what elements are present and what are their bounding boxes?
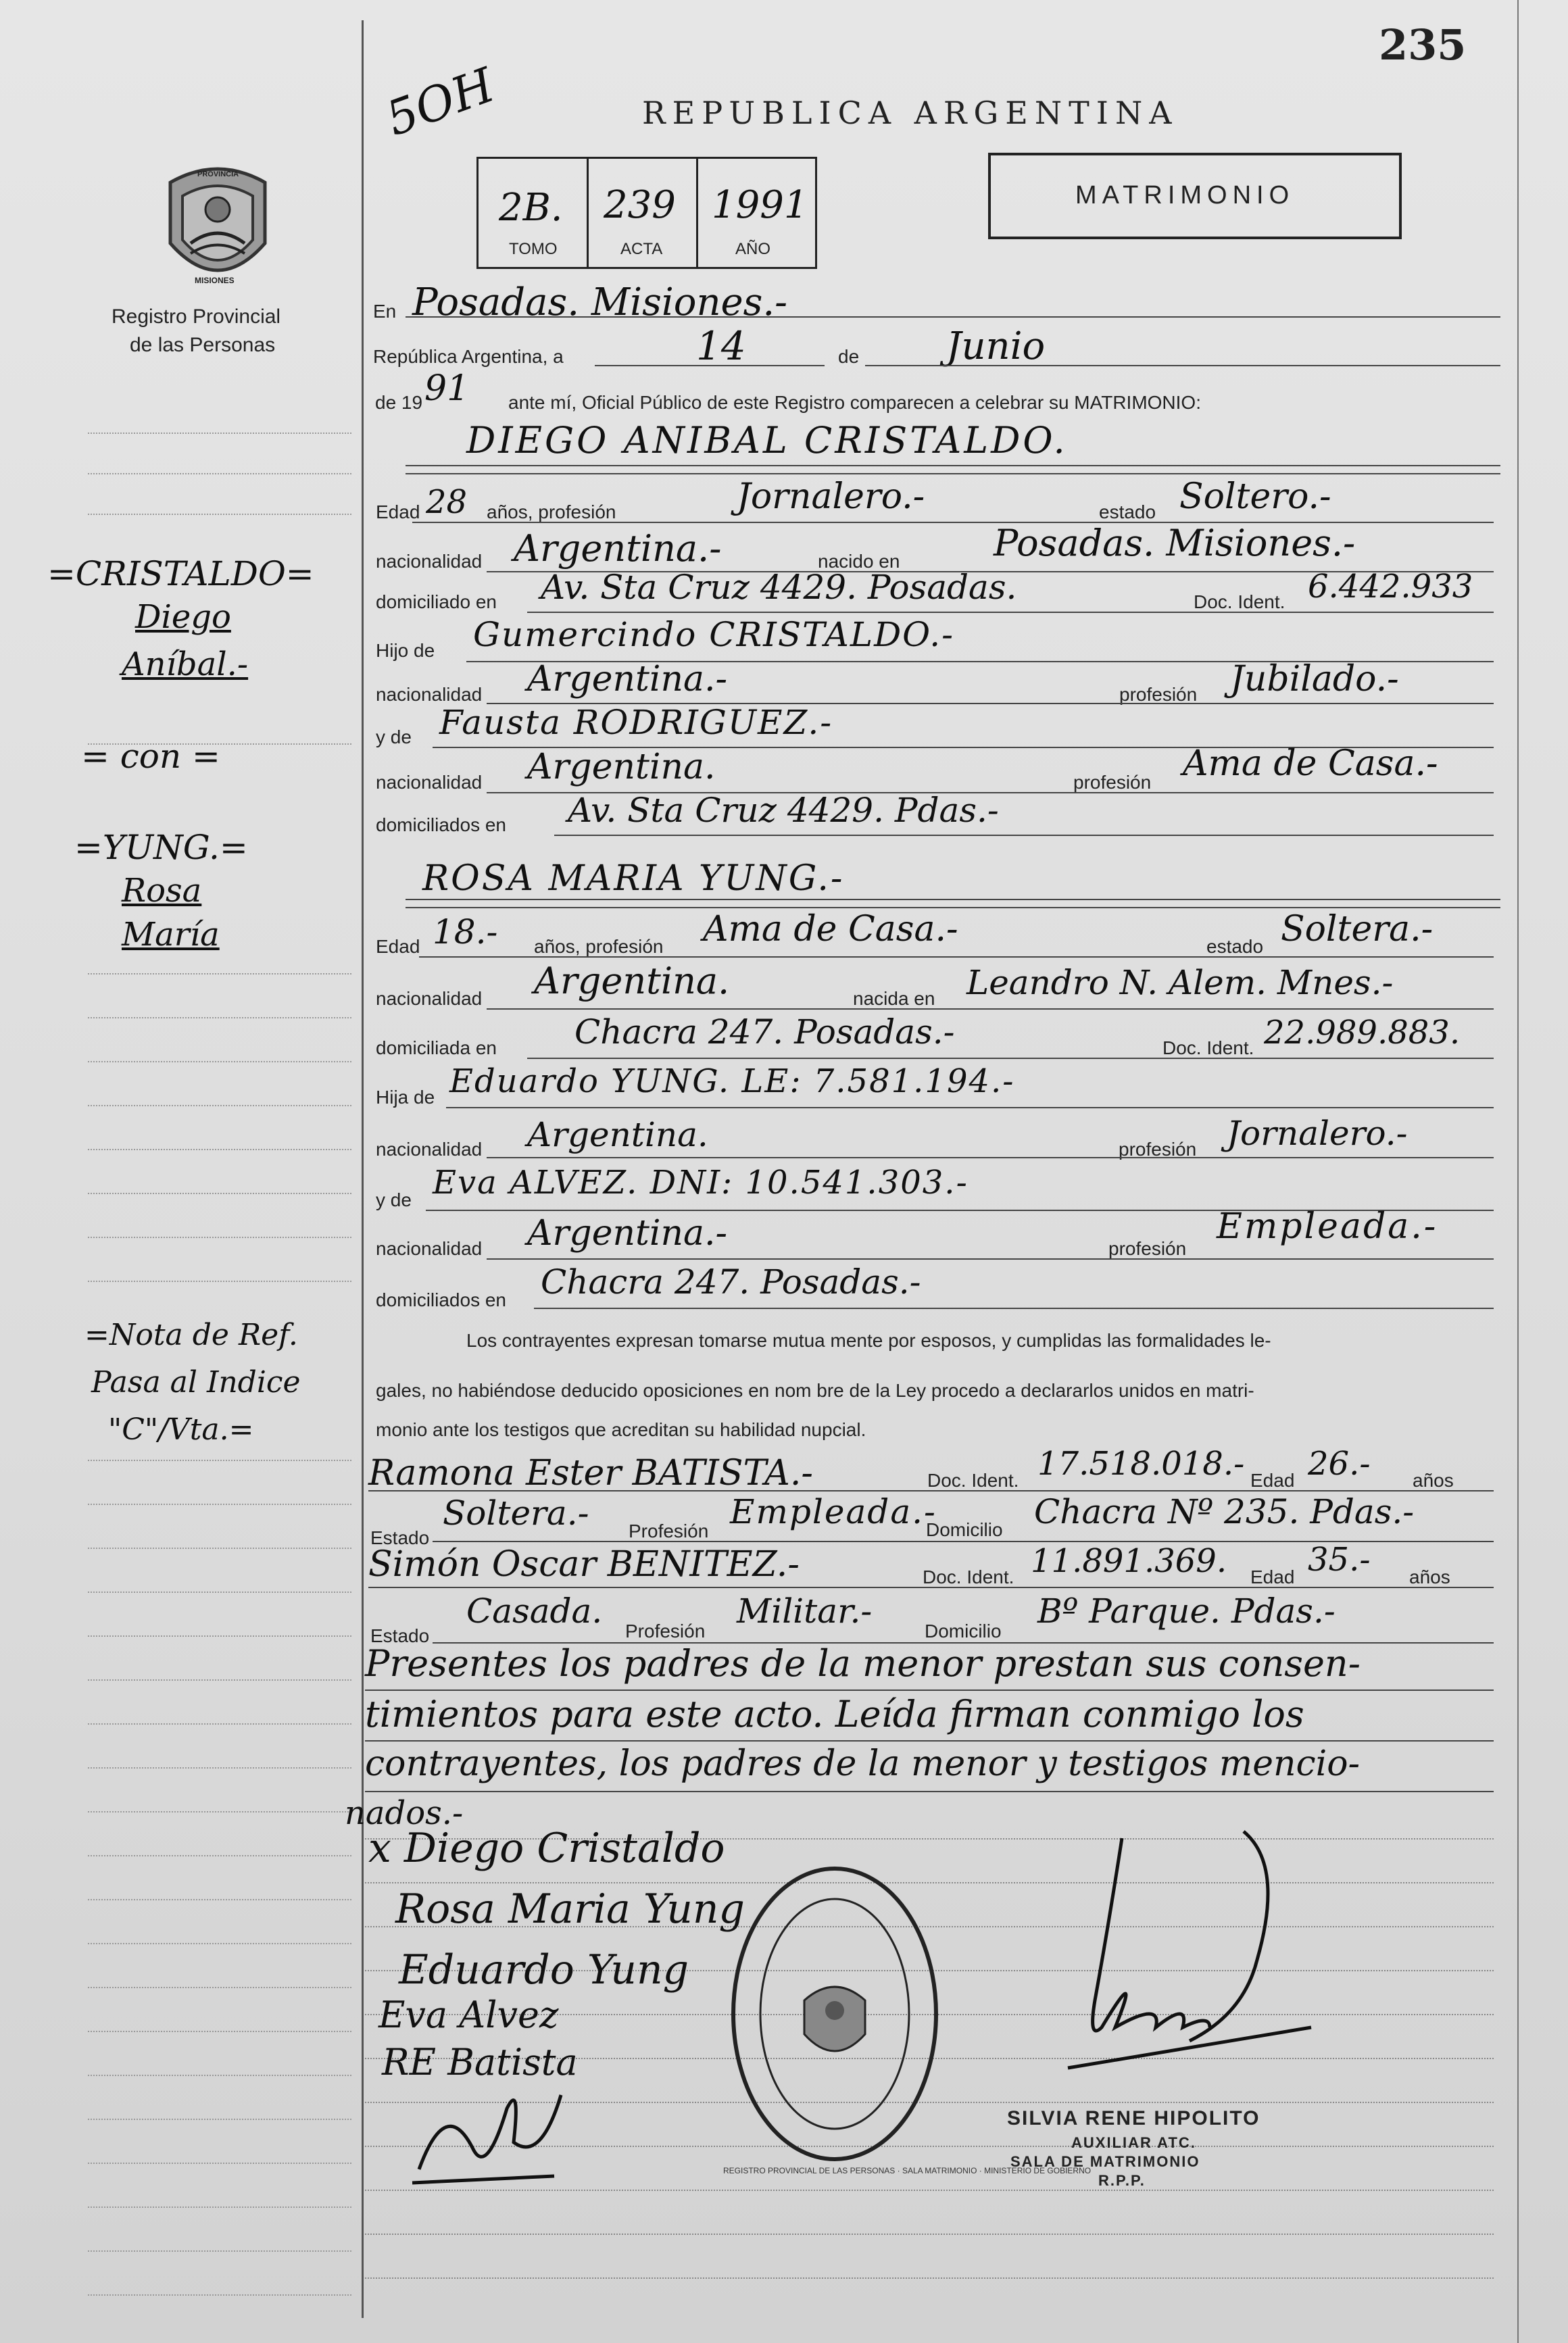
left-margin-line [362, 20, 364, 2318]
rule [527, 1058, 1494, 1059]
margin-dotline [88, 1017, 351, 1018]
label-bride-domiciliados: domiciliados en [376, 1289, 506, 1310]
witness2-profession: Militar.- [737, 1592, 873, 1631]
label-nacionalidad: nacionalidad [376, 551, 483, 572]
margin-dotline [88, 1855, 351, 1856]
label-estado: estado [1099, 501, 1156, 522]
bride-name: ROSA MARIA YUNG.- [422, 858, 845, 899]
label-domiciliada: domiciliada en [376, 1037, 497, 1058]
label-bride-estado: estado [1206, 936, 1264, 957]
margin-ref-note-1: =Nota de Ref. [84, 1318, 298, 1352]
bride-age: 18.- [433, 912, 498, 952]
margin-ref-note-2: Pasa al Indice [91, 1365, 301, 1400]
statement-line-1: Los contrayentes expresan tomarse mutua mente por esposos, y cumplidas las formalidades le- [466, 1330, 1271, 1351]
witness2-status: Casada. [466, 1592, 603, 1631]
label-edad: Edad [376, 501, 420, 522]
margin-middlename-bride: María [122, 916, 220, 954]
closing-line-3: contrayentes, los padres de la menor y testigos mencio- [365, 1744, 1361, 1784]
bride-profession: Ama de Casa.- [703, 909, 958, 949]
signature-bride-mother: Eva Alvez [378, 1994, 559, 2036]
bride-status: Soltera.- [1281, 909, 1434, 949]
rule [446, 1107, 1494, 1108]
label-bride-nacionalidad: nacionalidad [376, 988, 483, 1009]
margin-ref-note-3: "C"/Vta.= [108, 1412, 254, 1447]
seal-bottom-text: MISIONES [195, 276, 235, 285]
groom-mother-nationality: Argentina. [527, 747, 716, 787]
margin-dotline [88, 1592, 351, 1593]
label-w1-estado: Estado [370, 1527, 430, 1548]
groom-father-profession: Jubilado.- [1230, 659, 1399, 699]
groom-father: Gumercindo CRISTALDO.- [473, 615, 955, 654]
margin-dotline [88, 1504, 351, 1505]
witness1-address: Chacra Nº 235. Pdas.- [1034, 1492, 1415, 1531]
anio-value: 1991 [712, 183, 808, 227]
margin-dotline [88, 433, 351, 434]
label-bride-doc-ident: Doc. Ident. [1162, 1037, 1254, 1058]
label-w2-profesion: Profesión [625, 1621, 706, 1642]
bride-parents-address: Chacra 247. Posadas.- [541, 1262, 921, 1302]
margin-dotline [88, 1679, 351, 1681]
margin-con: = con = [81, 737, 220, 776]
margin-dotline [88, 2163, 351, 2164]
groom-name: DIEGO ANIBAL CRISTALDO. [466, 419, 1068, 462]
signature-bride-father: Eduardo Yung [399, 1946, 689, 1994]
label-domiciliado: domiciliado en [376, 591, 497, 612]
margin-dotline [88, 1105, 351, 1106]
label-anos-profesion: años, profesión [487, 501, 616, 522]
rule [487, 1008, 1494, 1010]
rule [406, 316, 1500, 318]
margin-dotline [88, 473, 351, 474]
label-w2-anos: años [1409, 1567, 1450, 1587]
margin-dotline [88, 1987, 351, 1988]
margin-dotline [88, 973, 351, 975]
bride-mother-nationality: Argentina.- [527, 1213, 728, 1254]
groom-doc: 6.442.933 [1308, 568, 1473, 606]
bride-mother-profession: Empleada.- [1217, 1206, 1438, 1247]
officer-name: SILVIA RENE HIPOLITO [1007, 2107, 1260, 2129]
label-bride-mother-nacionalidad: nacionalidad [376, 1238, 483, 1259]
label-bride-father-profesion: profesión [1119, 1139, 1197, 1160]
bride-address: Chacra 247. Posadas.- [574, 1012, 955, 1052]
place: Posadas. Misiones.- [412, 280, 788, 324]
closing-line-2: timientos para este acto. Leída firman conmigo los [365, 1693, 1304, 1735]
officer-office: SALA DE MATRIMONIO [1010, 2153, 1200, 2170]
groom-age: 28 [426, 483, 468, 521]
act-type-box [988, 153, 1402, 239]
rule [595, 365, 825, 366]
registry-box [476, 157, 817, 269]
bride-doc: 22.989.883. [1264, 1014, 1461, 1052]
bride-father-profession: Jornalero.- [1227, 1114, 1408, 1153]
sig-dotline [365, 2234, 1494, 2235]
label-w2-domicilio: Domicilio [925, 1621, 1002, 1642]
anio-label: AÑO [735, 240, 771, 258]
label-w1-anos: años [1413, 1470, 1454, 1491]
rule [487, 1258, 1494, 1260]
day: 14 [696, 323, 746, 369]
seal-caption-1: Registro Provincial [112, 305, 281, 328]
rule [487, 1157, 1494, 1158]
label-father-nacionalidad: nacionalidad [376, 684, 483, 705]
groom-status: Soltero.- [1179, 476, 1331, 517]
label-w1-domicilio: Domicilio [926, 1519, 1003, 1540]
rule [406, 899, 1500, 900]
acta-value: 239 [604, 183, 676, 227]
label-mother-nacionalidad: nacionalidad [376, 772, 483, 793]
page-number: 235 [1379, 20, 1467, 70]
tomo-label: TOMO [509, 240, 558, 258]
rule [527, 612, 1494, 613]
right-margin-line [1517, 0, 1519, 2343]
label-republica: República Argentina, a [373, 346, 564, 367]
statement-line-2: gales, no habiéndose deducido oposiciones en nom bre de la Ley procedo a declararlos unidos en matri- [376, 1380, 1254, 1401]
stamp-ring-text: REGISTRO PROVINCIAL DE LAS PERSONAS · SALA MATRIMONIO · MINISTERIO DE GOBIERNO [723, 2166, 1092, 2175]
signature-bride: Rosa Maria Yung [395, 1885, 745, 1933]
rule [406, 473, 1500, 474]
witness2-doc: 11.891.369. [1031, 1542, 1227, 1580]
witness1-doc: 17.518.018.- [1037, 1445, 1245, 1483]
margin-dotline [88, 1723, 351, 1725]
label-bride-anos-profesion: años, profesión [534, 936, 664, 957]
label-w2-edad: Edad [1250, 1567, 1295, 1587]
margin-dotline [88, 1635, 351, 1637]
country-title: REPUBLICA ARGENTINA [642, 95, 1179, 131]
rule [365, 1740, 1494, 1742]
closing-line-1: Presentes los padres de la menor prestan sus consen- [365, 1642, 1361, 1685]
closing-line-4: nados.- [345, 1794, 464, 1832]
year-suffix: 91 [424, 368, 470, 409]
groom-parents-address: Av. Sta Cruz 4429. Pdas.- [568, 791, 999, 830]
margin-dotline [88, 1767, 351, 1769]
bride-father: Eduardo YUNG. LE: 7.581.194.- [449, 1062, 1015, 1100]
rule [365, 1690, 1494, 1691]
tomo-value: 2B. [499, 186, 563, 230]
margin-dotline [88, 2075, 351, 2076]
margin-dotline [88, 1943, 351, 1944]
margin-dotline [88, 1460, 351, 1461]
groom-mother-profession: Ama de Casa.- [1183, 743, 1438, 784]
label-nacido-en: nacido en [818, 551, 900, 572]
label-bride-edad: Edad [376, 936, 420, 957]
sig-dotline [365, 2277, 1494, 2279]
acta-label: ACTA [620, 240, 663, 258]
label-w1-profesion: Profesión [629, 1521, 709, 1542]
seal-caption-2: de las Personas [130, 334, 276, 356]
margin-dotline [88, 1811, 351, 1812]
witness1-profession: Empleada.- [730, 1492, 937, 1531]
signature-witness2 [406, 2068, 581, 2190]
margin-dotline [88, 1281, 351, 1282]
signature-groom: x Diego Cristaldo [368, 1825, 725, 1872]
label-bride-father-nacionalidad: nacionalidad [376, 1139, 483, 1160]
bride-birthplace: Leandro N. Alem. Mnes.- [966, 963, 1394, 1002]
witness2-age: 35.- [1308, 1541, 1371, 1579]
label-w1-edad: Edad [1250, 1470, 1295, 1491]
witness2-address: Bº Parque. Pdas.- [1037, 1592, 1336, 1631]
witness1-age: 26.- [1308, 1445, 1371, 1483]
margin-dotline [88, 2119, 351, 2120]
margin-dotline [88, 1193, 351, 1194]
label-de-19: de 19 [375, 392, 423, 413]
bride-mother: Eva ALVEZ. DNI: 10.541.303.- [433, 1164, 969, 1202]
groom-father-nationality: Argentina.- [527, 659, 728, 699]
groom-mother: Fausta RODRIGUEZ.- [439, 703, 833, 742]
rule [406, 907, 1500, 908]
official-stamp [723, 1858, 946, 2169]
margin-dotline [88, 514, 351, 515]
margin-dotline [88, 2206, 351, 2208]
margin-surname-bride: =YUNG.= [74, 828, 248, 867]
margin-dotline [88, 1237, 351, 1238]
label-domiciliados: domiciliados en [376, 814, 506, 835]
label-hija-de: Hija de [376, 1087, 435, 1108]
label-y-de: y de [376, 726, 412, 747]
month: Junio [946, 324, 1046, 368]
margin-dotline [88, 1149, 351, 1150]
bride-father-nationality: Argentina. [527, 1115, 708, 1154]
rule [365, 1791, 1494, 1792]
bride-nationality: Argentina. [534, 960, 730, 1002]
label-bride-y-de: y de [376, 1189, 412, 1210]
top-annotation: 5ОН [378, 57, 502, 147]
label-hijo-de: Hijo de [376, 640, 435, 661]
act-type: MATRIMONIO [1075, 181, 1295, 209]
label-en: En [373, 301, 397, 322]
margin-dotline [88, 2031, 351, 2032]
rule [368, 1587, 1494, 1588]
margin-dotline [88, 2294, 351, 2296]
label-w2-doc: Doc. Ident. [923, 1567, 1014, 1587]
label-doc-ident: Doc. Ident. [1194, 591, 1285, 612]
label-mother-profesion: profesión [1073, 772, 1152, 793]
label-w2-estado: Estado [370, 1625, 430, 1646]
margin-dotline [88, 1899, 351, 1900]
witness2-name: Simón Oscar BENITEZ.- [368, 1544, 800, 1585]
witness1-name: Ramona Ester BATISTA.- [368, 1453, 813, 1494]
rule [554, 835, 1494, 836]
margin-firstname-bride: Rosa [122, 872, 202, 910]
margin-firstname-groom: Diego [135, 598, 231, 636]
margin-dotline [88, 1548, 351, 1549]
sig-dotline [365, 2190, 1494, 2191]
label-nacida-en: nacida en [853, 988, 935, 1009]
rule [865, 365, 1500, 366]
margin-middlename-groom: Aníbal.- [122, 645, 249, 683]
officer-org: R.P.P. [1098, 2172, 1146, 2189]
seal-top-text: PROVINCIA [197, 170, 239, 178]
margin-dotline [88, 1061, 351, 1062]
groom-address: Av. Sta Cruz 4429. Posadas. [541, 568, 1017, 607]
margin-dotline [88, 2250, 351, 2252]
rule [419, 956, 1494, 958]
witness1-status: Soltera.- [443, 1494, 589, 1533]
margin-surname-groom: =CRISTALDO= [47, 554, 314, 593]
signature-witness1: RE Batista [382, 2041, 578, 2083]
rule [406, 465, 1500, 466]
rule [368, 1490, 1494, 1491]
rule [534, 1308, 1494, 1309]
label-father-profesion: profesión [1119, 684, 1198, 705]
statement-line-3: monio ante los testigos que acreditan su habilidad nupcial. [376, 1419, 866, 1440]
groom-nationality: Argentina.- [514, 527, 722, 570]
label-bride-mother-profesion: profesión [1108, 1238, 1187, 1259]
label-de-mid: de [838, 346, 860, 367]
officer-signature [987, 1825, 1338, 2108]
officer-role: AUXILIAR ATC. [1071, 2134, 1196, 2151]
groom-profession: Jornalero.- [737, 476, 925, 517]
groom-birthplace: Posadas. Misiones.- [994, 522, 1356, 564]
intro-text: ante mí, Oficial Público de este Registro comparecen a celebrar su MATRIMONIO: [508, 392, 1201, 413]
label-w1-doc: Doc. Ident. [927, 1470, 1019, 1491]
